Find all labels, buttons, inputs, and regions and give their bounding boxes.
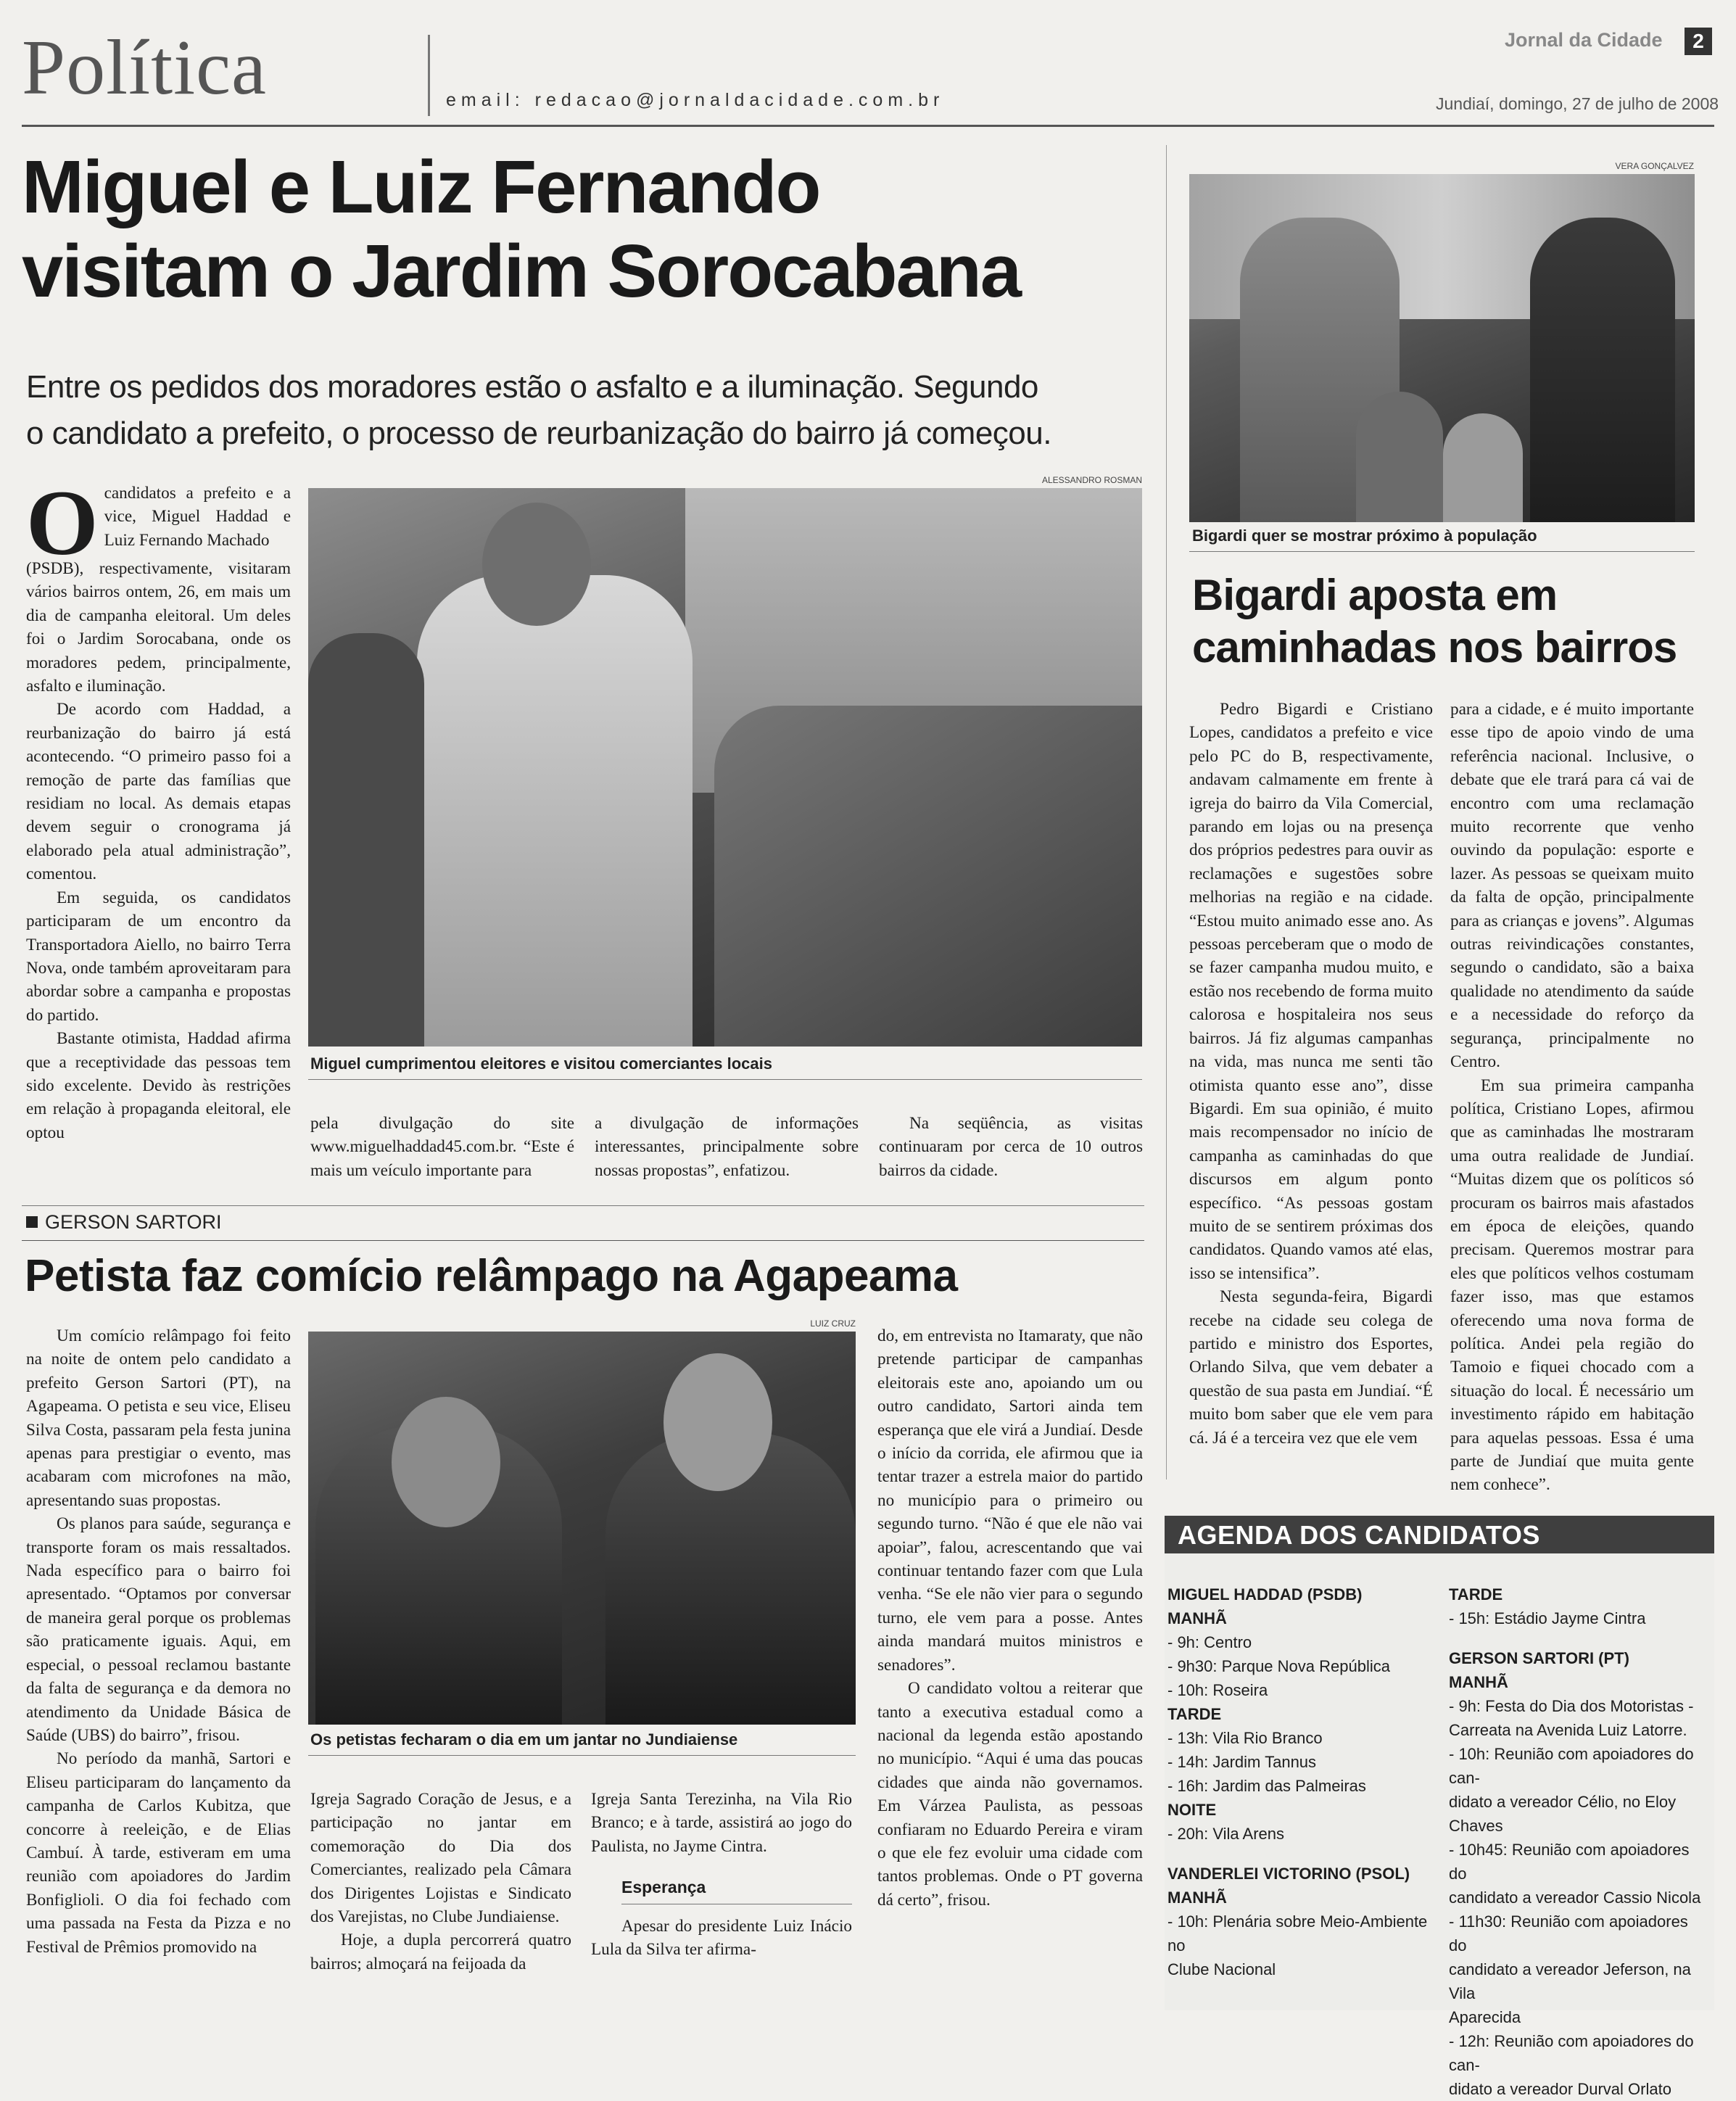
bigardi-photo-child-1 bbox=[1356, 392, 1443, 522]
page-number: 2 bbox=[1685, 28, 1712, 55]
bigardi-photo-caption: Bigardi quer se mostrar próximo à população bbox=[1192, 527, 1537, 545]
header-rule bbox=[22, 125, 1714, 127]
main-col-2 bbox=[310, 1112, 574, 1182]
agenda-box bbox=[1165, 1516, 1714, 2098]
petista-photo bbox=[308, 1332, 856, 1725]
bigardi-col-2 bbox=[1450, 698, 1694, 1497]
petista-col-2 bbox=[310, 1788, 571, 1976]
petista-c1-p2: Os planos para saúde, segurança e transporte foram os mais ressaltados. Nada específico para o bairro foi apresentado. “Optamos por conversar de maneira geral porque os problemas são praticamente iguais. Aqui, em especial, o pessoal reclamou bastante da falta de segurança e da demora no atendimento da Unidade Básica de Saúde (UBS) do bairro”, frisou. bbox=[26, 1514, 291, 1745]
main-p1-rest: (PSDB), respectivamente, visitaram vários bairros ontem, 26, em mais um dia de campanha eleitoral. Um deles foi o Jardim Sorocabana, onde os moradores pedem, principalmente, asfalto e iluminação. bbox=[26, 559, 291, 696]
petista-c3-p2: Apesar do presidente Luiz Inácio Lula da Silva ter afirma- bbox=[591, 1916, 852, 1960]
agenda-right-line: - 15h: Estádio Jayme Cintra bbox=[1449, 1609, 1646, 1627]
main-p1-lead: candidatos a prefeito e a vice, Miguel Haddad e Luiz Fernando Machado bbox=[104, 484, 291, 550]
bigardi-photo-credit: VERA GONÇALVEZ bbox=[1615, 161, 1694, 171]
petista-photo-credit: LUIZ CRUZ bbox=[810, 1318, 856, 1329]
main-col-3 bbox=[595, 1112, 859, 1182]
agenda-right-line: - 10h: Reunião com apoiadores do can- bbox=[1449, 1745, 1694, 1787]
petista-c4-p2: O candidato voltou a reiterar que tanto a executiva estadual como a nacional da legenda estão apostando no município. “Aqui é uma das poucas cidades que ainda não governamos. Em Várzea Paulista, as pessoas confiaram no Eduardo Pereira e viram o que ele fez evoluir uma cidade com tantos problemas. Onde o PT governa dá certo”, frisou. bbox=[877, 1679, 1143, 1910]
agenda-right-line: candidato a vereador Cassio Nicola bbox=[1449, 1889, 1701, 1907]
agenda-left-line: - 20h: Vila Arens bbox=[1167, 1825, 1285, 1843]
petista-col-3 bbox=[591, 1788, 852, 1961]
petista-subhead: Esperança bbox=[621, 1875, 852, 1904]
main-headline-line-2: visitam o Jardim Sorocabana bbox=[22, 229, 1021, 313]
main-col-4 bbox=[879, 1112, 1143, 1182]
agenda-right-line: GERSON SARTORI (PT) bbox=[1449, 1649, 1629, 1667]
agenda-left-line: Clube Nacional bbox=[1167, 1960, 1276, 1978]
agenda-title: AGENDA DOS CANDIDATOS bbox=[1165, 1516, 1714, 1553]
agenda-left-line: MANHÃ bbox=[1167, 1889, 1227, 1907]
main-photo-caption: Miguel cumprimentou eleitores e visitou comerciantes locais bbox=[310, 1054, 772, 1073]
main-deck-line-2: o candidato a prefeito, o processo de reurbanização do bairro já começou. bbox=[26, 416, 1051, 451]
main-photo bbox=[308, 488, 1142, 1047]
agenda-right-line: Aparecida bbox=[1449, 2008, 1521, 2026]
header-email: email: redacao@jornaldacidade.com.br bbox=[446, 90, 945, 110]
main-deck-line-1: Entre os pedidos dos moradores estão o asfalto e a iluminação. Segundo bbox=[26, 369, 1038, 405]
main-c3: a divulgação de informações interessantes, principalmente sobre nossas propostas”, enfatizou. bbox=[595, 1114, 859, 1180]
agenda-right-line: candidato a vereador Jeferson, na Vila bbox=[1449, 1960, 1691, 2002]
bigardi-headline-line-1: Bigardi aposta em bbox=[1192, 571, 1558, 619]
header-divider bbox=[428, 35, 430, 116]
agenda-left bbox=[1167, 1582, 1443, 1981]
main-p4: Bastante otimista, Haddad afirma que a receptividade das pessoas tem sido excelente. Devido às restrições em relação à propaganda eleitoral, ele optou bbox=[26, 1029, 291, 1142]
petista-caption-rule bbox=[308, 1755, 856, 1756]
main-deck bbox=[26, 364, 1157, 457]
main-c2: pela divulgação do site www.miguelhaddad45.com.br. “Este é mais um veículo importante para bbox=[310, 1114, 574, 1180]
main-p2: De acordo com Haddad, a reurbanização do bairro já está acontecendo. “O primeiro passo foi a remoção de parte das famílias que residiam no local. As demais etapas devem seguir o cronograma já elaborado pela atual administração”, comentou. bbox=[26, 700, 291, 884]
agenda-left-line: - 16h: Jardim das Palmeiras bbox=[1167, 1777, 1366, 1795]
petista-headline: Petista faz comício relâmpago na Agapeama bbox=[25, 1251, 958, 1301]
photo-person-head bbox=[482, 503, 591, 626]
petista-c3-p1: Igreja Santa Terezinha, na Vila Rio Branco; e à tarde, assistirá ao jogo do Paulista, no Jayme Cintra. bbox=[591, 1790, 852, 1856]
agenda-left-line: NOITE bbox=[1167, 1801, 1217, 1819]
bigardi-headline bbox=[1192, 569, 1700, 674]
petista-col-1 bbox=[26, 1324, 291, 1959]
bigardi-col-1 bbox=[1189, 698, 1433, 1450]
agenda-left-line: MIGUEL HADDAD (PSDB) bbox=[1167, 1585, 1363, 1603]
agenda-right-line: - 9h: Festa do Dia dos Motoristas - bbox=[1449, 1697, 1694, 1715]
photo-car bbox=[714, 706, 1142, 1047]
petista-c1-p1: Um comício relâmpago foi feito na noite de ontem pelo candidato a prefeito Gerson Sartori (PT), na Agapeama. O petista e seu vice, Eliseu Silva Costa, passaram pela festa junina apenas para prestigiar o evento, mas acabaram com microfones na mão, apresentando suas propostas. bbox=[26, 1326, 291, 1510]
petista-photo-caption: Os petistas fecharam o dia em um jantar no Jundiaiense bbox=[310, 1730, 738, 1749]
petista-photo-head-2 bbox=[664, 1353, 772, 1491]
agenda-right-line: Carreata na Avenida Luiz Latorre. bbox=[1449, 1721, 1687, 1739]
bigardi-c2-p2: Em sua primeira campanha política, Cristiano Lopes, afirmou que as caminhadas lhe mostraram uma outra realidade de Jundiaí. “Muitas dizem que os políticos só procuram os bairros mais afastados em época de eleições, quando precisam. Queremos mostrar para eles que políticos velhos costumam fazer isso, mas que estamos oferecendo uma nova forma de política. Andei pela região do Tamoio e fiquei chocado com a situação do local. É necessário um investimento rápido em habitação para aquelas pessoas. Essa é uma parte de Jundiaí que muita gente nem conhece”. bbox=[1450, 1076, 1694, 1495]
main-caption-rule bbox=[308, 1079, 1142, 1080]
agenda-right-line: didato a vereador Durval Orlato bbox=[1449, 2080, 1671, 2098]
bigardi-c1-p2: Nesta segunda-feira, Bigardi recebe na cidade seu colega de partido e ministro dos Esportes, Orlando Silva, que vem debater a questão de sua pasta em Jundiaí. “É muito bom saber que ele vem para cá. Já é a terceira vez que ele vem bbox=[1189, 1287, 1433, 1448]
agenda-left-line: - 14h: Jardim Tannus bbox=[1167, 1753, 1317, 1771]
agenda-right-line: - 10h45: Reunião com apoiadores do bbox=[1449, 1841, 1690, 1883]
agenda-left-line: MANHÃ bbox=[1167, 1609, 1227, 1627]
agenda-right-line: MANHÃ bbox=[1449, 1673, 1508, 1691]
agenda-left-line bbox=[1167, 1846, 1443, 1862]
main-headline-line-1: Miguel e Luiz Fernando bbox=[22, 145, 820, 228]
main-photo-credit: ALESSANDRO ROSMAN bbox=[1041, 475, 1142, 485]
column-divider bbox=[1166, 145, 1167, 1479]
agenda-right-line: TARDE bbox=[1449, 1585, 1503, 1603]
agenda-left-line: - 9h30: Parque Nova República bbox=[1167, 1657, 1390, 1675]
petista-photo-head-1 bbox=[392, 1397, 500, 1527]
agenda-left-line: TARDE bbox=[1167, 1705, 1222, 1723]
photo-person-left bbox=[308, 633, 424, 1047]
header-date: Jundiaí, domingo, 27 de julho de 2008 bbox=[1436, 94, 1719, 113]
kicker-square-icon bbox=[26, 1216, 38, 1228]
petista-c4-p1: do, em entrevista no Itamaraty, que não pretende participar de campanhas eleitorais este ano, apoiando um ou outro candidato, Sartori ainda tem esperança que ele virá a Jundiaí. Desde o início da corrida, ele afirmou que ia tentar trazer a estrela maior do partido no município para o primeiro ou segundo turno. “Não é que ele não vai apoiar”, falou, acrescentando que vai continuar tentando fazer com que Lula venha. “Se ele não vier para o segundo turno, ele vem para a posse. Antes ainda mandará muitos ministros e senadores”. bbox=[877, 1326, 1143, 1675]
petista-c1-p3: No período da manhã, Sartori e Eliseu participaram do lançamento da campanha de Carlos Kubitza, que concorre à reeleição, e de Elias Cambuí. À tarde, estiveram em uma reunião com apoiadores do Jardim Bonfiglioli. O dia foi fechado com uma passada na Festa da Pizza e no Festival de Prêmios promovido na bbox=[26, 1749, 291, 1957]
agenda-right-line: Chaves bbox=[1449, 1817, 1503, 1835]
petista-top-rule bbox=[22, 1205, 1144, 1206]
agenda-right-line: - 11h30: Reunião com apoiadores do bbox=[1449, 1912, 1688, 1955]
petista-kicker bbox=[26, 1211, 222, 1234]
bigardi-photo bbox=[1189, 174, 1695, 522]
main-headline bbox=[22, 145, 1153, 313]
photo-person-main bbox=[417, 575, 693, 1047]
agenda-left-line: - 10h: Roseira bbox=[1167, 1681, 1268, 1699]
main-drop-cap: O bbox=[26, 471, 99, 574]
main-col-1 bbox=[26, 471, 291, 1144]
petista-c2-p1: Igreja Sagrado Coração de Jesus, e a participação no jantar em comemoração do Dia dos Comerciantes, realizado pela Câmara dos Dirigentes Lojistas e Sindicato dos Varejistas, no Clube Jundiaiense. bbox=[310, 1790, 571, 1927]
agenda-left-line: VANDERLEI VICTORINO (PSOL) bbox=[1167, 1865, 1410, 1883]
agenda-right-line: - 12h: Reunião com apoiadores do can- bbox=[1449, 2032, 1694, 2074]
agenda-right-line bbox=[1449, 1630, 1710, 1646]
bigardi-headline-line-2: caminhadas nos bairros bbox=[1192, 623, 1677, 672]
bigardi-c1-p1: Pedro Bigardi e Cristiano Lopes, candidatos a prefeito e vice pelo PC do B, respectivamente, andavam calmamente em frente à igreja do bairro da Vila Comercial, parando em lojas ou na presença dos próprios pedestres para ouvir as reclamações e sugestões sobre melhorias na região e na cidade. “Estou muito animado esse ano. As pessoas perceberam que o modo de se fazer campanha mudou muito, e estão nos recebendo de forma muito calorosa e hospitaleira nos seus bairros. Já fiz algumas campanhas na vida, mas nunca me senti tão otimista quanto esse ano”, disse Bigardi. Em sua opinião, é muito mais recompensador no início de campanha as caminhadas do que discursos em algum ponto específico. “As pessoas gostam muito de se sentirem próximas dos candidatos. Quando vamos até elas, isso se intensifica”. bbox=[1189, 700, 1433, 1283]
section-title: Política bbox=[22, 25, 267, 111]
agenda-left-line: - 10h: Plenária sobre Meio-Ambiente no bbox=[1167, 1912, 1428, 1955]
bigardi-photo-woman bbox=[1530, 218, 1675, 522]
agenda-right bbox=[1449, 1582, 1710, 2101]
paper-name: Jornal da Cidade bbox=[1505, 29, 1663, 51]
agenda-left-line: - 13h: Vila Rio Branco bbox=[1167, 1729, 1323, 1747]
bigardi-caption-rule bbox=[1189, 551, 1695, 552]
bigardi-photo-child-2 bbox=[1443, 413, 1523, 522]
bigardi-c2-p1: para a cidade, e é muito importante esse tipo de apoio vindo de uma referência nacional. Inclusive, o debate que ele trará para cá vai de encontro com uma reclamação muito recorrente que venho ouvindo da população: esporte e lazer. As pessoas se queixam muito da falta de opção, principalmente para as crianças e jovens”. Algumas outras reivindicações constantes, segundo o candidato, são a baixa qualidade no atendimento da saúde e a necessidade do reforço da segurança, principalmente no Centro. bbox=[1450, 700, 1694, 1072]
petista-c2-p2: Hoje, a dupla percorrerá quatro bairros; almoçará na feijoada da bbox=[310, 1931, 571, 1973]
main-c4: Na seqüência, as visitas continuaram por cerca de 10 outros bairros da cidade. bbox=[879, 1114, 1143, 1180]
petista-kicker-rule bbox=[22, 1240, 1144, 1241]
petista-col-4 bbox=[877, 1324, 1143, 1912]
kicker-text: GERSON SARTORI bbox=[45, 1211, 222, 1233]
agenda-right-line: didato a vereador Célio, no Eloy bbox=[1449, 1793, 1677, 1811]
main-p3: Em seguida, os candidatos participaram de um encontro da Transportadora Aiello, no bairro Terra Nova, onde também aproveitaram para abordar sobre a campanha e propostas do partido. bbox=[26, 888, 291, 1025]
agenda-left-line: - 9h: Centro bbox=[1167, 1633, 1252, 1651]
